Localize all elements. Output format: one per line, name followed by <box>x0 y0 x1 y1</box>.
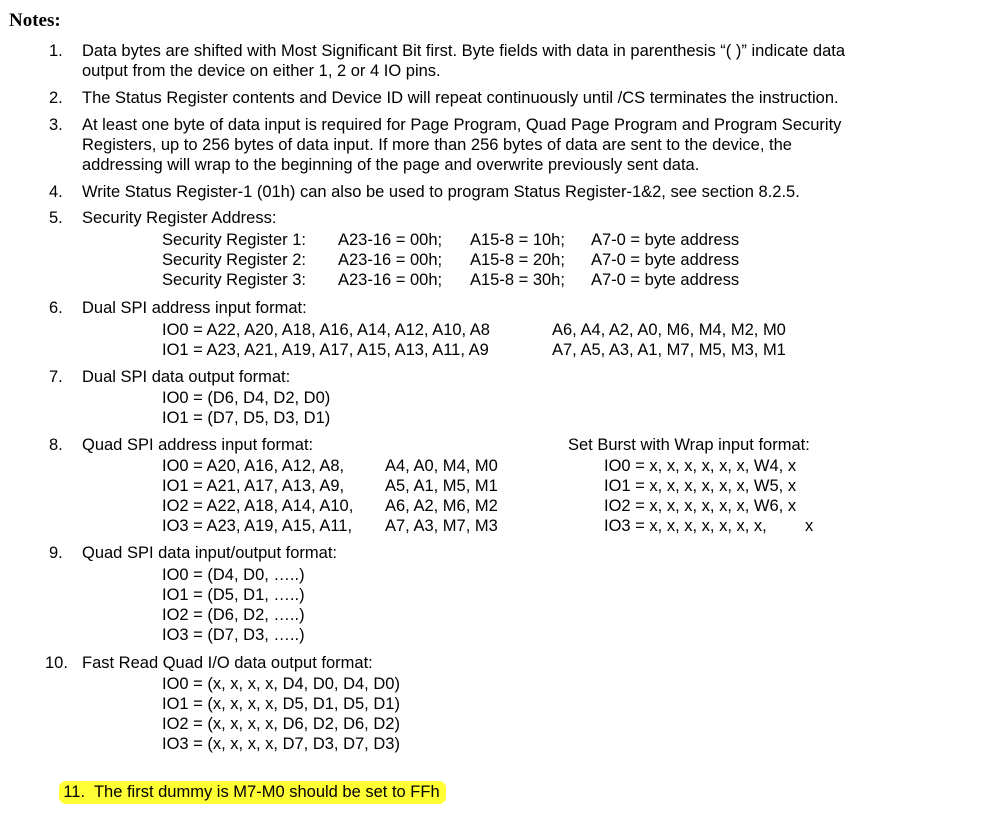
io-format-line: IO0 = A22, A20, A18, A16, A14, A12, A10, A8 <box>162 321 490 339</box>
address-mid-byte: A15-8 = 10h; <box>470 231 565 249</box>
io-format-line: IO0 = (x, x, x, x, D4, D0, D4, D0) <box>162 675 400 693</box>
note-text-line: Data bytes are shifted with Most Significant Bit first. Byte fields with data in parenthesis “( )” indicate data <box>82 42 846 60</box>
io-format-line: A6, A2, M6, M2 <box>385 497 498 515</box>
note-number: 5. <box>49 209 63 227</box>
note-number: 9. <box>49 544 63 562</box>
highlight-marker <box>59 781 445 804</box>
security-register-label: Security Register 3: <box>162 271 306 289</box>
io-format-line: IO0 = (D4, D0, …..) <box>162 566 305 584</box>
address-low-byte: A7-0 = byte address <box>591 251 740 269</box>
burst-wrap-line: IO0 = x, x, x, x, x, x, W4, x <box>604 457 797 475</box>
io-format-line: IO3 = A23, A19, A15, A11, <box>162 517 353 535</box>
io-format-line: IO2 = (D6, D2, …..) <box>162 606 305 624</box>
note-text-line: The first dummy is M7-M0 should be set to FFh <box>93 783 440 801</box>
note-text-line: The Status Register contents and Device ID will repeat continuously until /CS terminates the instruction. <box>82 89 839 107</box>
io-format-line: IO1 = A21, A17, A13, A9, <box>162 477 345 495</box>
note-text-line: Dual SPI data output format: <box>82 368 291 386</box>
io-format-line: IO3 = (x, x, x, x, D7, D3, D7, D3) <box>162 735 400 753</box>
note-text-line: addressing will wrap to the beginning of the page and overwrite previously sent data. <box>82 156 700 174</box>
address-low-byte: A7-0 = byte address <box>591 271 740 289</box>
note-number: 6. <box>49 299 63 317</box>
io-format-line: IO0 = A20, A16, A12, A8, <box>162 457 345 475</box>
io-format-line: IO0 = (D6, D4, D2, D0) <box>162 389 331 407</box>
io-format-line: A7, A3, M7, M3 <box>385 517 498 535</box>
note-text-line: output from the device on either 1, 2 or 4 IO pins. <box>82 62 441 80</box>
note-number: 10. <box>45 654 68 672</box>
note-number: 8. <box>49 436 63 454</box>
burst-wrap-title: Set Burst with Wrap input format: <box>568 436 810 454</box>
io-format-line: IO2 = A22, A18, A14, A10, <box>162 497 354 515</box>
note-text-line: At least one byte of data input is required for Page Program, Quad Page Program and Program Security <box>82 116 842 134</box>
note-number: 2. <box>49 89 63 107</box>
note-number: 7. <box>49 368 63 386</box>
note-text-line: Fast Read Quad I/O data output format: <box>82 654 373 672</box>
note-text-line: Dual SPI address input format: <box>82 299 307 317</box>
note-number: 4. <box>49 183 63 201</box>
highlighted-note <box>45 762 446 822</box>
io-format-line: IO1 = (D5, D1, …..) <box>162 586 305 604</box>
note-number: 1. <box>49 42 63 60</box>
io-format-line: IO1 = (x, x, x, x, D5, D1, D5, D1) <box>162 695 400 713</box>
address-mid-byte: A15-8 = 30h; <box>470 271 565 289</box>
io-format-line: A6, A4, A2, A0, M6, M4, M2, M0 <box>552 321 786 339</box>
io-format-line: IO3 = (D7, D3, …..) <box>162 626 305 644</box>
note-text-line: Security Register Address: <box>82 209 277 227</box>
note-text-line: Write Status Register-1 (01h) can also be used to program Status Register-1&2, see section 8.2.5. <box>82 183 800 201</box>
io-format-line: A4, A0, M4, M0 <box>385 457 498 475</box>
address-low-byte: A7-0 = byte address <box>591 231 740 249</box>
burst-wrap-line: x <box>805 517 814 535</box>
note-text-line: Quad SPI data input/output format: <box>82 544 337 562</box>
burst-wrap-line: IO1 = x, x, x, x, x, x, W5, x <box>604 477 797 495</box>
address-high-byte: A23-16 = 00h; <box>338 271 443 289</box>
note-number: 11. <box>63 783 86 801</box>
io-format-line: IO1 = A23, A21, A19, A17, A15, A13, A11, A9 <box>162 341 489 359</box>
security-register-label: Security Register 1: <box>162 231 306 249</box>
note-text-line: Registers, up to 256 bytes of data input. If more than 256 bytes of data are sent to the device, the <box>82 136 792 154</box>
address-high-byte: A23-16 = 00h; <box>338 231 443 249</box>
io-format-line: IO2 = (x, x, x, x, D6, D2, D6, D2) <box>162 715 400 733</box>
address-high-byte: A23-16 = 00h; <box>338 251 443 269</box>
burst-wrap-line: IO3 = x, x, x, x, x, x, x, <box>604 517 767 535</box>
security-register-label: Security Register 2: <box>162 251 306 269</box>
burst-wrap-line: IO2 = x, x, x, x, x, x, W6, x <box>604 497 797 515</box>
note-text-line: Quad SPI address input format: <box>82 436 314 454</box>
notes-heading: Notes: <box>9 10 61 31</box>
io-format-line: IO1 = (D7, D5, D3, D1) <box>162 409 331 427</box>
io-format-line: A5, A1, M5, M1 <box>385 477 498 495</box>
note-number: 3. <box>49 116 63 134</box>
address-mid-byte: A15-8 = 20h; <box>470 251 565 269</box>
io-format-line: A7, A5, A3, A1, M7, M5, M3, M1 <box>552 341 786 359</box>
